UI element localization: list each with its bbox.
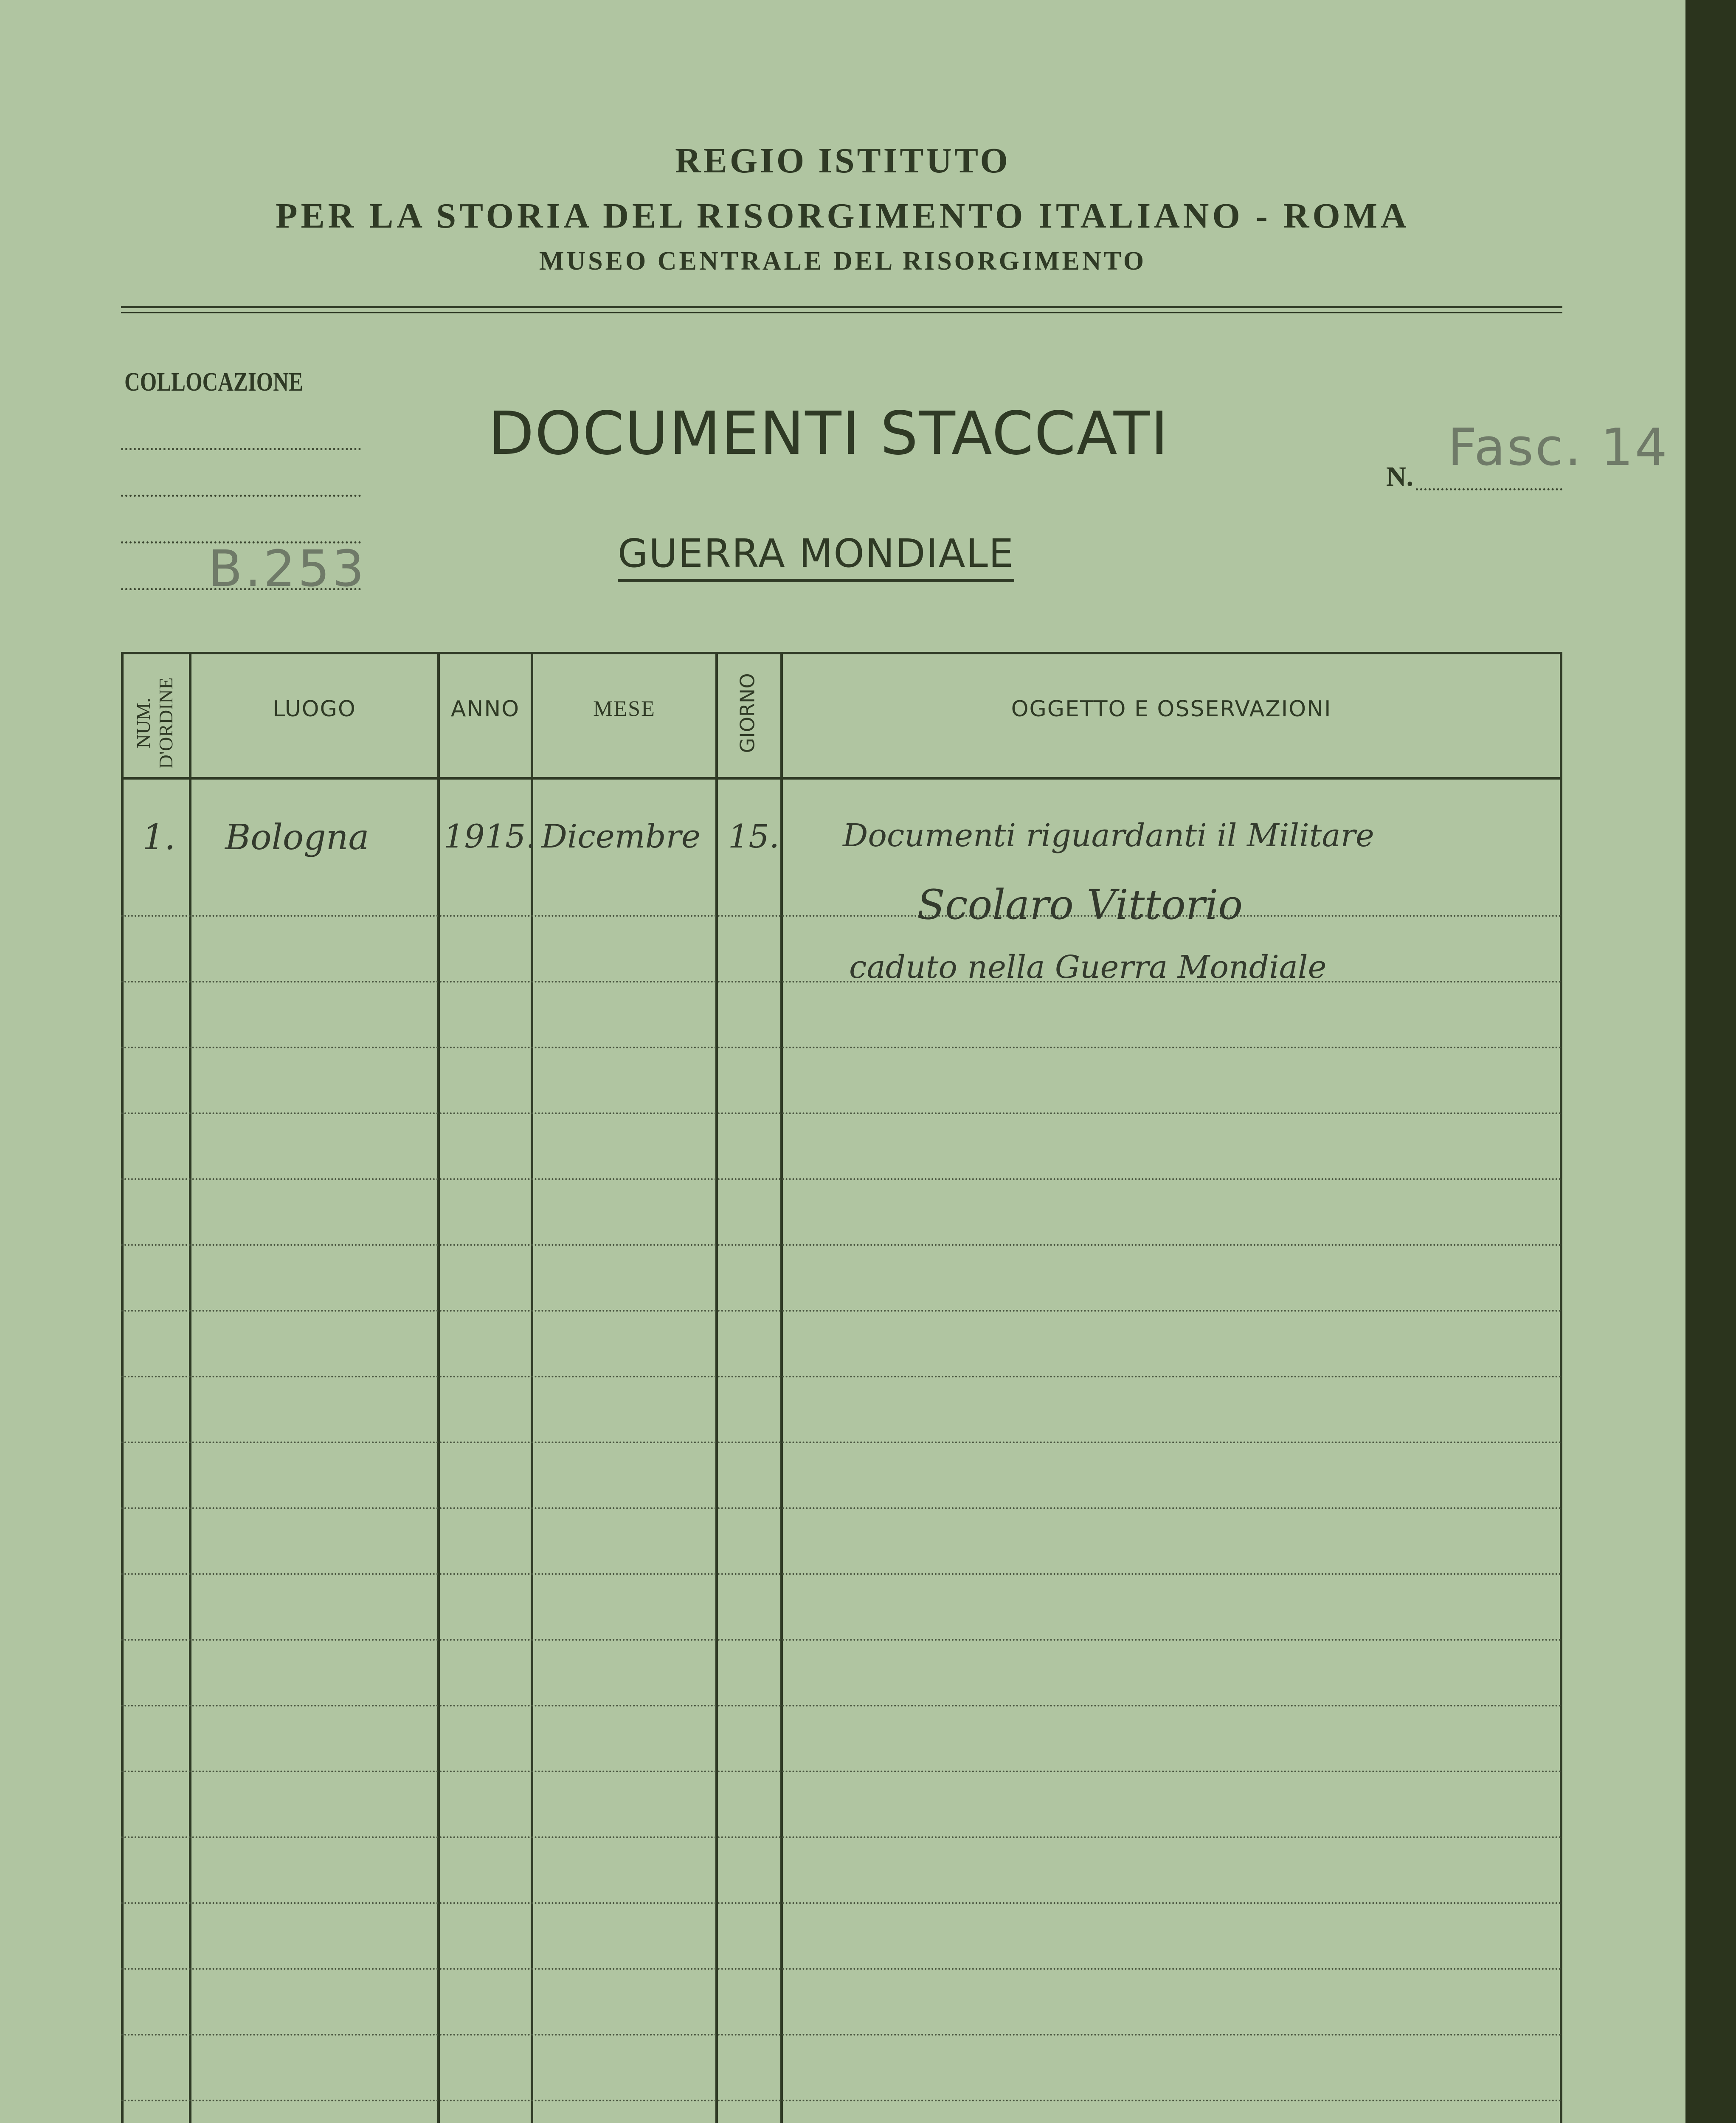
ruled-line (121, 1639, 1562, 1641)
collocazione-label: COLLOCAZIONE (124, 368, 303, 397)
register-table (121, 652, 1562, 2123)
ruled-line (121, 1376, 1562, 1377)
row-oggetto-line2: Scolaro Vittorio (917, 881, 1243, 929)
ruled-line (121, 1902, 1562, 1904)
ruled-line (121, 1968, 1562, 1970)
row-anno: 1915. (444, 817, 536, 855)
institute-name: REGIO ISTITUTO (675, 141, 1010, 180)
ruled-line (121, 2034, 1562, 2036)
ruled-line (121, 1047, 1562, 1048)
collocazione-dotted-line (121, 448, 361, 450)
ruled-line (121, 1442, 1562, 1443)
header-num-line2: D'ORDINE (155, 677, 177, 769)
ruled-line (121, 2100, 1562, 2101)
ruled-line (121, 1507, 1562, 1509)
collocazione-value: B.253 (208, 539, 367, 598)
ruled-line (121, 1244, 1562, 1246)
number-dotted-line (1416, 488, 1562, 490)
table-border-top (121, 652, 1562, 654)
header-giorno: GIORNO (736, 673, 759, 753)
header-rule-thin (121, 312, 1562, 313)
header-num-ordine (132, 664, 177, 783)
row-oggetto-line1: Documenti riguardanti il Militare (843, 817, 1374, 854)
row-luogo: Bologna (225, 817, 369, 858)
museum-name: MUSEO CENTRALE DEL RISORGIMENTO (539, 247, 1147, 276)
institute-subtitle: PER LA STORIA DEL RISORGIMENTO ITALIANO - ROMA (276, 196, 1410, 236)
ruled-line (121, 981, 1562, 983)
row-giorno: 15. (728, 817, 779, 855)
document-subtitle: GUERRA MONDIALE (618, 531, 1014, 582)
row-num: 1. (142, 817, 176, 858)
table-header-rule (121, 777, 1562, 780)
ruled-line (121, 1573, 1562, 1575)
header-num-line1: NUM. (132, 698, 155, 749)
number-value: Fasc. 14 (1448, 418, 1669, 477)
ruled-line (121, 1310, 1562, 1312)
row-oggetto-line3: caduto nella Guerra Mondiale (849, 949, 1327, 985)
document-title: DOCUMENTI STACCATI (488, 399, 1169, 468)
header-mese: MESE (593, 697, 656, 721)
row-mese: Dicembre (541, 817, 701, 855)
ruled-line (121, 1112, 1562, 1114)
ruled-line (121, 1836, 1562, 1838)
header-oggetto: OGGETTO E OSSERVAZIONI (1011, 696, 1332, 722)
header-luogo: LUOGO (273, 696, 356, 722)
header-rule-thick (121, 306, 1562, 308)
ruled-line (121, 1178, 1562, 1180)
ruled-line (121, 1705, 1562, 1706)
ruled-line (121, 915, 1562, 917)
collocazione-dotted-line (121, 495, 361, 497)
header-anno: ANNO (450, 696, 520, 722)
ruled-line (121, 1771, 1562, 1772)
number-label: N. (1386, 461, 1414, 492)
